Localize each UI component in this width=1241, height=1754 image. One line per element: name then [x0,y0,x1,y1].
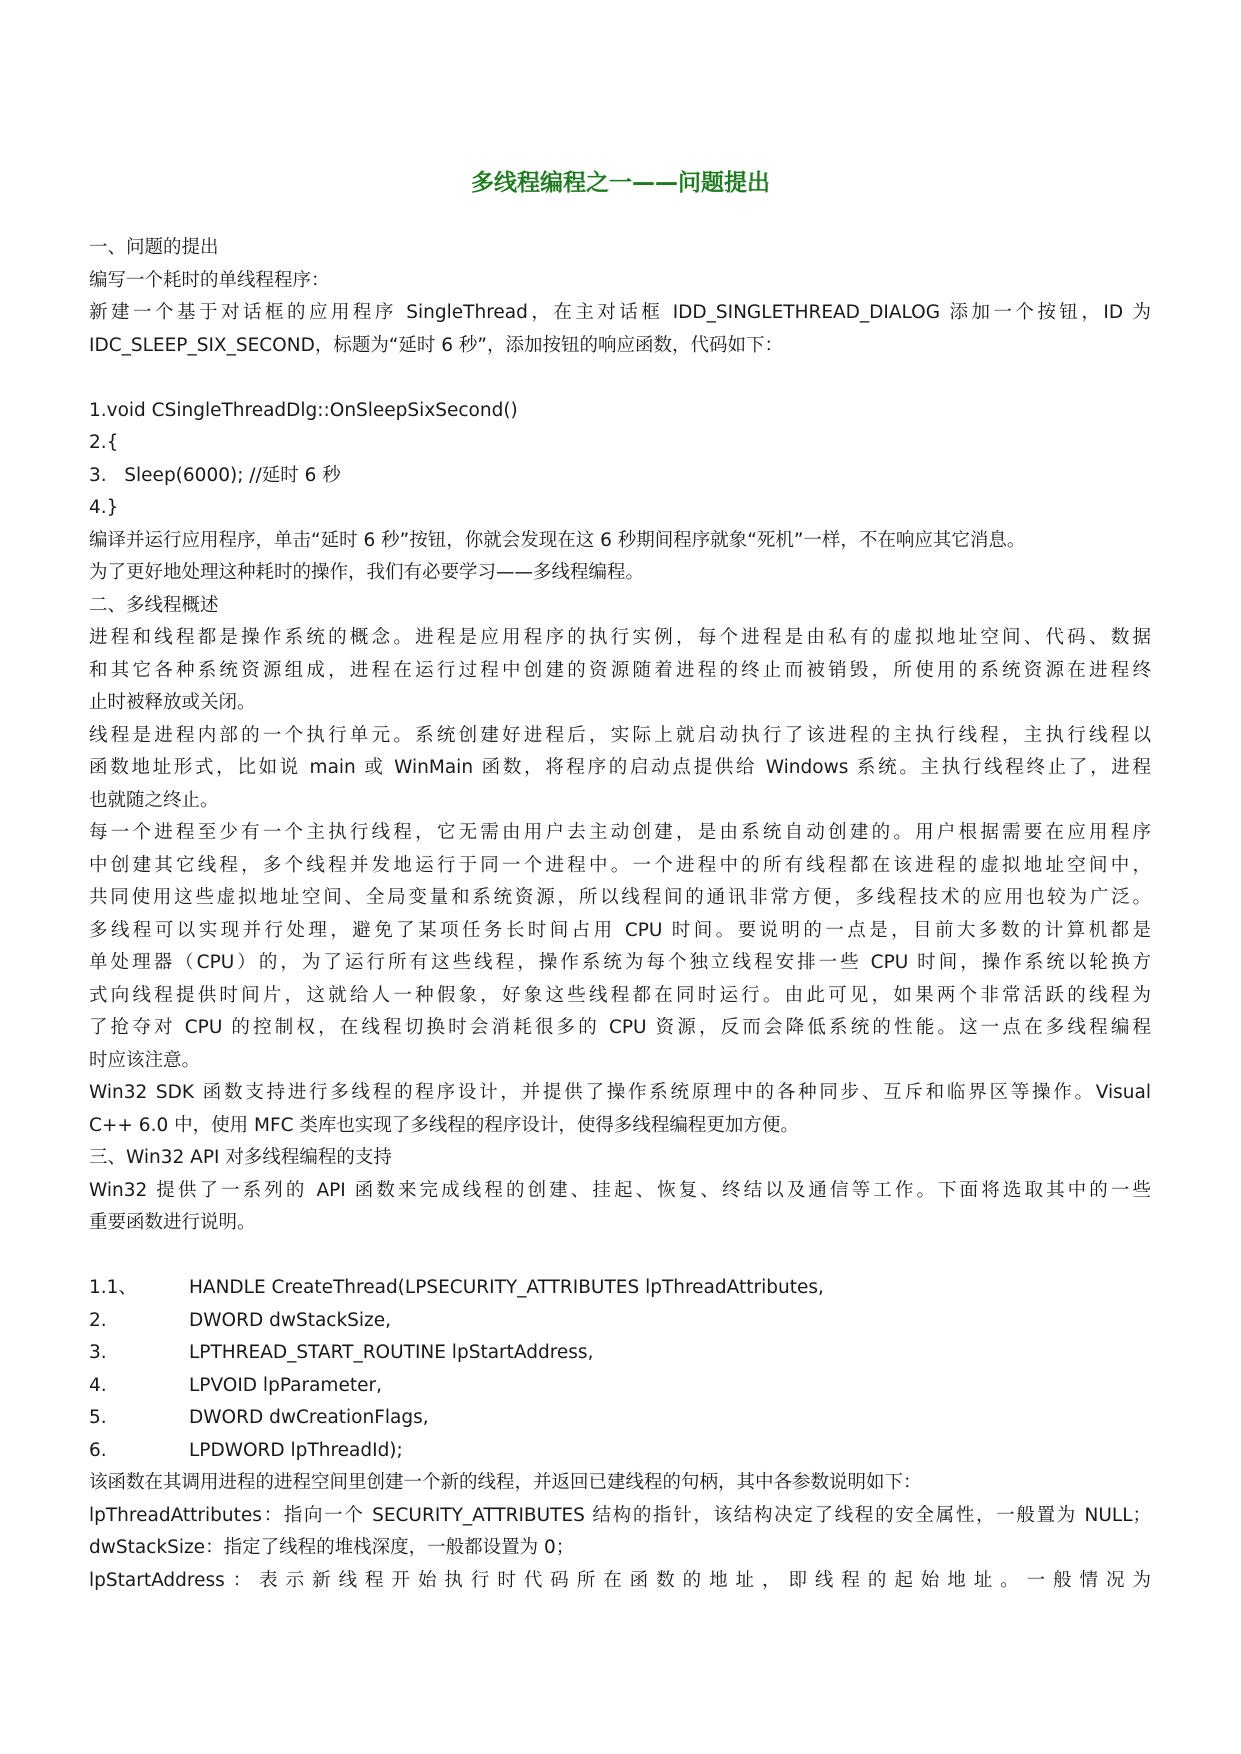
paragraph-line: 新建一个基于对话框的应用程序 SingleThread，在主对话框 IDD_SINGLETHREAD_DIALOG 添加一个按钮，ID 为 [89,302,1151,323]
code-line-number: 5. [89,1407,107,1428]
paragraph-line: lpThreadAttributes：指向一个 SECURITY_ATTRIBUTES 结构的指针，该结构决定了线程的安全属性，一般置为 NULL； [89,1504,1151,1526]
code-line [89,1305,1151,1338]
blank-line [89,362,1151,395]
paragraph-line: 中创建其它线程，多个线程并发地运行于同一个进程中。一个进程中的所有线程都在该进程的虚拟地址空间中， [89,854,1151,876]
paragraph-line: 单处理器（CPU）的，为了运行所有这些线程，操作系统为每个独立线程安排一些 CPU 时间，操作系统以轮换方 [89,952,1151,973]
code-line: 4.} [89,497,119,518]
paragraph-line: 该函数在其调用进程的进程空间里创建一个新的线程，并返回已建线程的句柄，其中各参数说明如下： [89,1472,922,1493]
code-line-text: DWORD dwCreationFlags, [189,1407,429,1428]
code-line-text: LPVOID lpParameter, [189,1374,382,1396]
code-line-text: DWORD dwStackSize, [189,1309,392,1331]
section-heading: 三、Win32 API 对多线程编程的支持 [89,1147,392,1168]
paragraph-line: IDC_SLEEP_SIX_SECOND，标题为“延时 6 秒”，添加按钮的响应函数，代码如下： [89,334,784,356]
code-line: 3. Sleep(6000); //延时 6 秒 [89,464,341,486]
code-line-number: 3. [89,1342,107,1363]
paragraph-line: 函数地址形式，比如说 main 或 WinMain 函数，将程序的启动点提供给 Windows 系统。主执行线程终止了，进程 [89,757,1151,778]
paragraph-line: 也就随之终止。 [89,789,219,811]
code-line: 1.void CSingleThreadDlg::OnSleepSixSecond() [89,399,518,421]
code-line: 2.{ [89,432,119,453]
code-line [89,1370,1151,1403]
paragraph-line: 每一个进程至少有一个主执行线程，它无需由用户去主动创建，是由系统自动创建的。用户根据需要在应用程序 [89,822,1151,843]
paragraph-line: 进程和线程都是操作系统的概念。进程是应用程序的执行实例，每个进程是由私有的虚拟地址空间、代码、数据 [89,627,1151,648]
paragraph-line: dwStackSize：指定了线程的堆栈深度，一般都设置为 0； [89,1537,575,1558]
code-line-number: 4. [89,1374,107,1396]
code-line-number: 6. [89,1439,107,1461]
paragraph-line: 重要函数进行说明。 [89,1212,256,1233]
code-line-number: 1.1、 [89,1277,137,1298]
paragraph-line: 多线程可以实现并行处理，避免了某项任务长时间占用 CPU 时间。要说明的一点是，目前大多数的计算机都是 [89,919,1151,941]
blank-line [89,1240,1151,1273]
section-heading: 一、问题的提出 [89,237,219,258]
paragraph-line: 为了更好地处理这种耗时的操作，我们有必要学习——多线程编程。 [89,562,645,583]
page-title: 多线程编程之一——问题提出 [471,170,770,196]
code-line [89,1435,1151,1468]
paragraph-line: 了抢夺对 CPU 的控制权，在线程切换时会消耗很多的 CPU 资源，反而会降低系统的性能。这一点在多线程编程 [89,1017,1151,1038]
code-line [89,1337,1151,1370]
code-line-text: HANDLE CreateThread(LPSECURITY_ATTRIBUTES lpThreadAttributes, [189,1277,824,1298]
paragraph-line: 编写一个耗时的单线程程序： [89,269,330,291]
paragraph-line: 式向线程提供时间片，这就给人一种假象，好象这些线程都在同时运行。由此可见，如果两个非常活跃的线程为 [89,984,1151,1006]
paragraph-line: lpStartAddress：表示新线程开始执行时代码所在函数的地址，即线程的起始地址。一般情况为 [89,1569,1151,1591]
document-body [89,232,1151,1597]
paragraph-line: 止时被释放或关闭。 [89,692,256,713]
paragraph-line: Win32 SDK 函数支持进行多线程的程序设计，并提供了操作系统原理中的各种同步、互斥和临界区等操作。Visual [89,1082,1151,1103]
paragraph-line: 线程是进程内部的一个执行单元。系统创建好进程后，实际上就启动执行了该进程的主执行线程，主执行线程以 [89,724,1151,746]
paragraph-line: 共同使用这些虚拟地址空间、全局变量和系统资源，所以线程间的通讯非常方便，多线程技术的应用也较为广泛。 [89,887,1151,908]
paragraph-line: Win32 提供了一系列的 API 函数来完成线程的创建、挂起、恢复、终结以及通信等工作。下面将选取其中的一些 [89,1179,1151,1201]
code-line-text: LPTHREAD_START_ROUTINE lpStartAddress, [189,1342,594,1363]
paragraph-line: 时应该注意。 [89,1049,201,1071]
code-line-number: 2. [89,1309,107,1331]
code-line-text: LPDWORD lpThreadId); [189,1439,403,1461]
section-heading: 二、多线程概述 [89,594,219,616]
paragraph-line: 和其它各种系统资源组成，进程在运行过程中创建的资源随着进程的终止而被销毁，所使用的系统资源在进程终 [89,659,1151,681]
code-line [89,1402,1151,1435]
code-line [89,1272,1151,1305]
paragraph-line: C++ 6.0 中，使用 MFC 类库也实现了多线程的程序设计，使得多线程编程更加方便。 [89,1114,799,1136]
paragraph-line: 编译并运行应用程序，单击“延时 6 秒”按钮，你就会发现在这 6 秒期间程序就象“死机”一样，不在响应其它消息。 [89,529,1026,551]
